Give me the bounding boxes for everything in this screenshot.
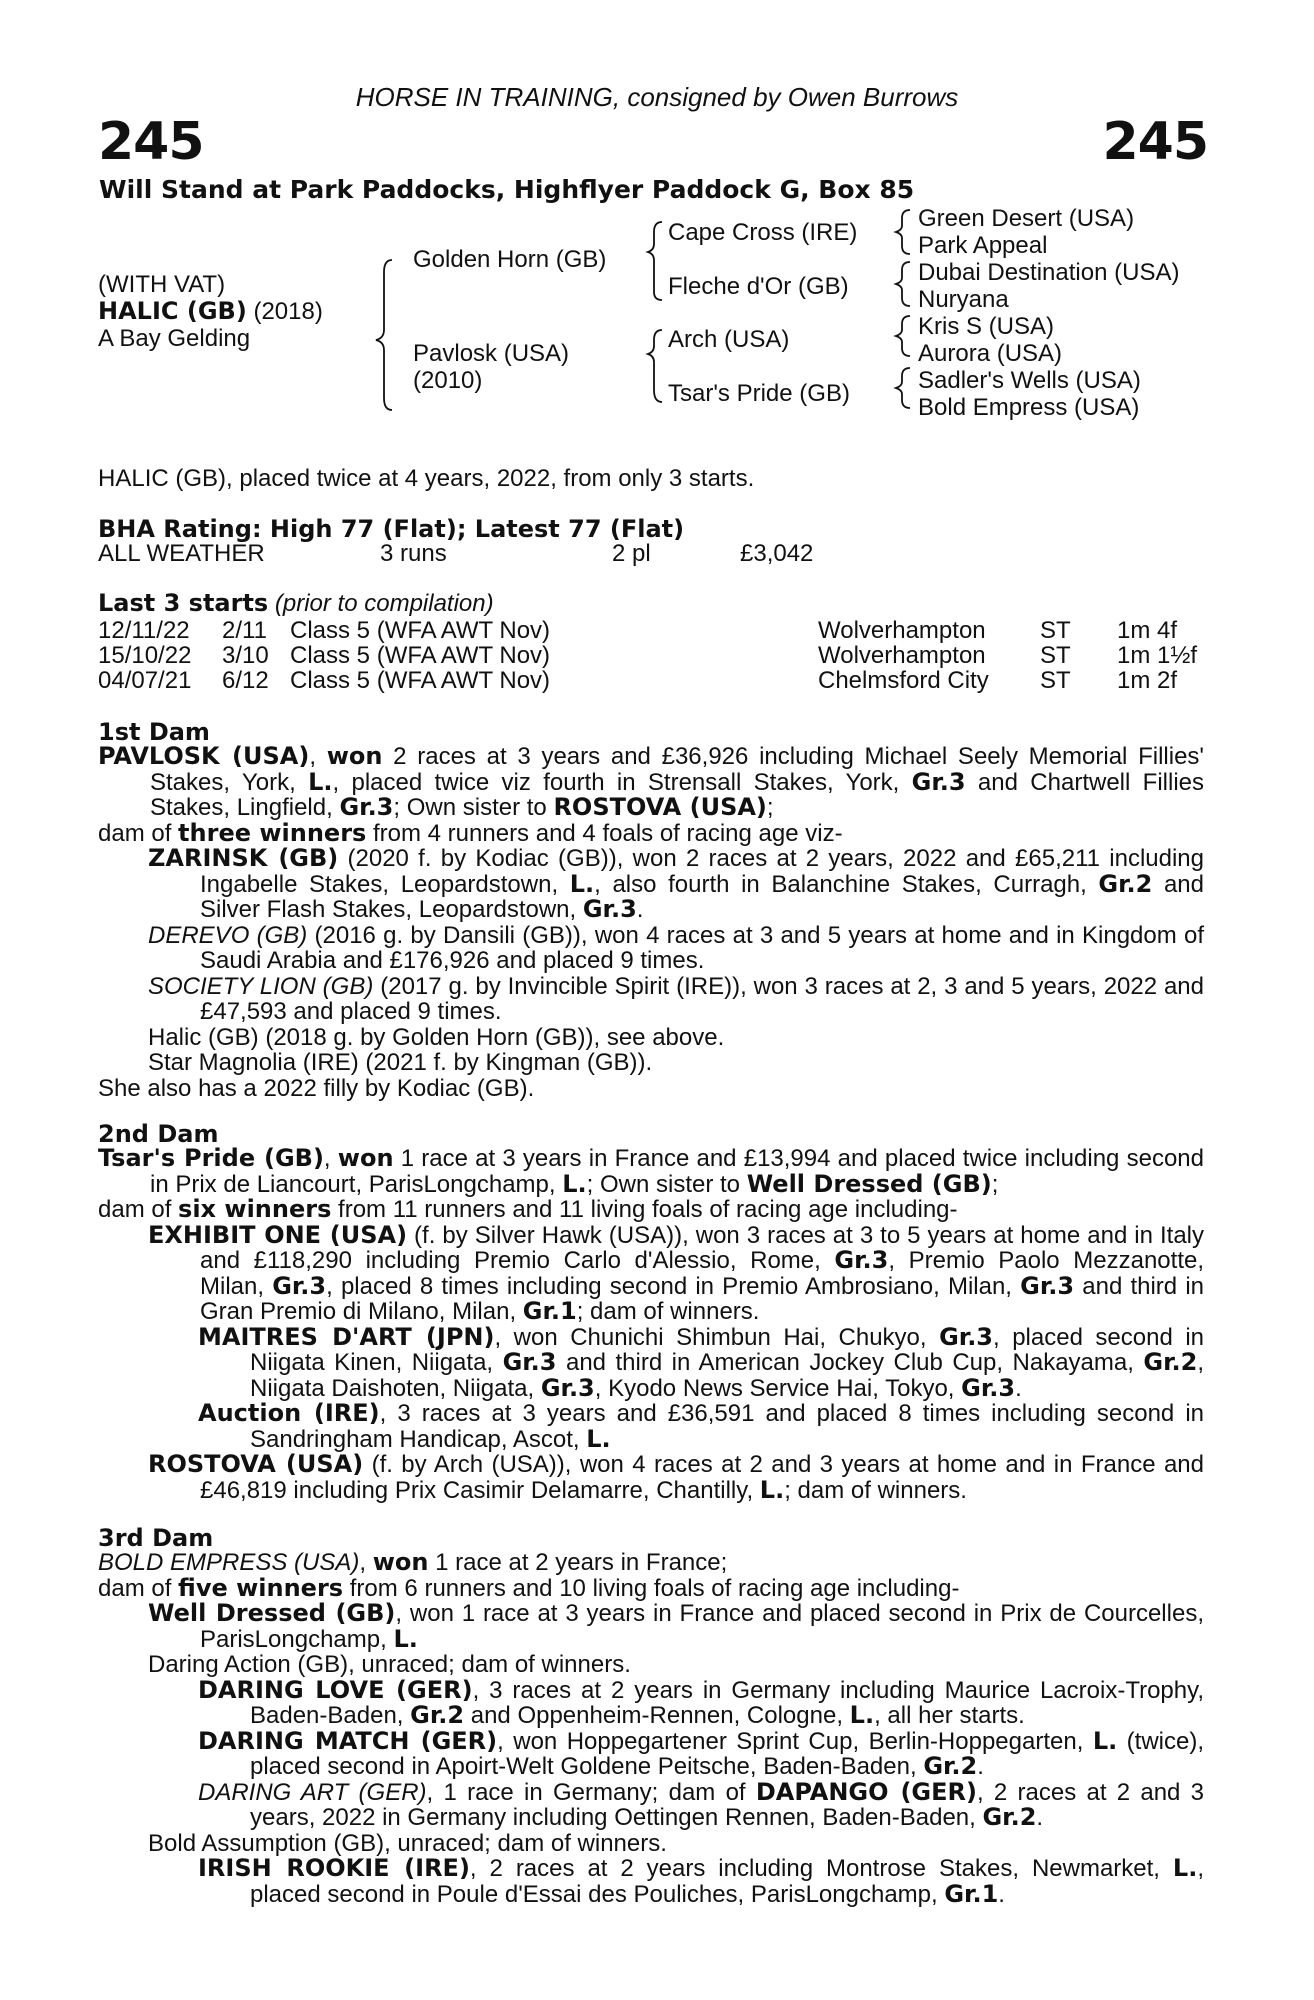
start-position: 2/11 [222,617,267,644]
summary-line: HALIC (GB), placed twice at 4 years, 2022, from only 3 starts. [98,465,755,492]
rating-runs: 3 runs [380,540,447,567]
start-class: Class 5 (WFA AWT Nov) [290,617,551,644]
horse-name: HALIC (GB) [98,297,247,325]
ancestor-8: Bold Empress (USA) [918,394,1140,421]
sire: Golden Horn (GB) [413,246,607,273]
page-header: HORSE IN TRAINING, consigned by Owen Burrows [355,82,959,112]
horse-description: A Bay Gelding [98,325,251,352]
start-distance: 1m 4f [1117,617,1178,644]
horse-year: (2018) [253,298,323,325]
rating-earnings: £3,042 [740,540,814,567]
start-position: 3/10 [222,642,269,669]
rating-title: BHA Rating: High 77 (Flat); Latest 77 (Flat) [98,515,685,543]
start-course: Wolverhampton [818,617,986,644]
sire-dam: Fleche d'Or (GB) [668,273,849,300]
last-starts-heading [98,591,494,617]
ancestor-7: Sadler's Wells (USA) [918,367,1141,394]
ancestor-2: Park Appeal [918,232,1048,259]
start-date: 12/11/22 [98,617,190,644]
start-date: 15/10/22 [98,642,192,669]
ancestor-5: Kris S (USA) [918,313,1055,340]
dam-sire: Arch (USA) [668,326,790,353]
start-going: ST [1040,642,1071,669]
dam-dam: Tsar's Pride (GB) [668,380,850,407]
start-course: Chelmsford City [818,667,989,694]
sire-sire: Cape Cross (IRE) [668,219,858,246]
last-starts-title: Last 3 starts [98,589,269,617]
dam-year: (2010) [413,367,483,394]
rating-placed: 2 pl [612,540,651,567]
start-date: 04/07/21 [98,667,192,694]
ancestor-6: Aurora (USA) [918,340,1063,367]
first-dam-text: PAVLOSK (USA), won 2 races at 3 years and £36,926 including Michael Seely Memorial Fillies' Stakes, York, L., placed twice viz fourth in Strensall Stakes, York, Gr.3 and Chartwell Fillies Stakes, Lingfield, Gr.3; Own sister to ROSTOVA (USA); dam of three winners from 4 runners and 4 foals of racing age viz- ZARINSK (GB) (2020 f. by Kodiac (GB)), won 2 races at 2 years, 2022 and £65,211 including Ingabelle Stakes, Leopardstown, L., also fourth in Balanchine Stakes, Curragh, Gr.2 and Silver Flash Stakes, Leopardstown, Gr.3. DEREVO (GB) (2016 g. by Dansili (GB)), won 4 races at 3 and 5 years at home and in Kingdom of Saudi Arabia and £176,926 and placed 9 times. SOCIETY LION (GB) (2017 g. by Invincible Spirit (IRE)), won 3 races at 2, 3 and 5 years, 2022 and £47,593 and placed 9 times. Halic (GB) (2018 g. by Golden Horn (GB)), see above. Star Magnolia (IRE) (2021 f. by Kingman (GB)). She also has a 2022 filly by Kodiac (GB). [98,742,1205,1102]
third-dam-text: BOLD EMPRESS (USA), won 1 race at 2 years in France; dam of five winners from 6 runners and 10 living foals of racing age including- Well Dressed (GB), won 1 race at 3 years in France and placed second in Prix de Courcelles, ParisLongchamp, L. Daring Action (GB), unraced; dam of winners. DARING LOVE (GER), 3 races at 2 years in Germany including Maurice Lacroix-Trophy, Baden-Baden, Gr.2 and Oppenheim-Rennen, Cologne, L., all her starts. DARING MATCH (GER), won Hoppegartener Sprint Cup, Berlin-Hoppegarten, L. (twice), placed second in Apoirt-Welt Goldene Peitsche, Baden-Baden, Gr.2. DARING ART (GER), 1 race in Germany; dam of DAPANGO (GER), 2 races at 2 and 3 years, 2022 in Germany including Oettingen Rennen, Baden-Baden, Gr.2. Bold Assumption (GB), unraced; dam of winners. IRISH ROOKIE (IRE), 2 races at 2 years including Montrose Stakes, Newmarket, L., placed second in Poule d'Essai des Pouliches, ParisLongchamp, Gr.1. [98,1548,1205,1908]
ancestor-3: Dubai Destination (USA) [918,259,1180,286]
second-dam-text: Tsar's Pride (GB), won 1 race at 3 years in France and £13,994 and placed twice including second in Prix de Liancourt, ParisLongchamp, L.; Own sister to Well Dressed (GB); dam of six winners from 11 runners and 11 living foals of racing age including- EXHIBIT ONE (USA) (f. by Silver Hawk (USA)), won 3 races at 3 to 5 years at home and in Italy and £118,290 including Premio Carlo d'Alessio, Rome, Gr.3, Premio Paolo Mezzanotte, Milan, Gr.3, placed 8 times including second in Premio Ambrosiano, Milan, Gr.3 and third in Gran Premio di Milano, Milan, Gr.1; dam of winners. MAITRES D'ART (JPN), won Chunichi Shimbun Hai, Chukyo, Gr.3, placed second in Niigata Kinen, Niigata, Gr.3 and third in American Jockey Club Cup, Nakayama, Gr.2, Niigata Daishoten, Niigata, Gr.3, Kyodo News Service Hai, Tokyo, Gr.3. Auction (IRE), 3 races at 3 years and £36,591 and placed 8 times including second in Sandringham Handicap, Ascot, L. ROSTOVA (USA) (f. by Arch (USA)), won 4 races at 2 and 3 years at home and in France and £46,819 including Prix Casimir Delamarre, Chantilly, L.; dam of winners. [98,1144,1205,1504]
start-course: Wolverhampton [818,642,986,669]
start-going: ST [1040,667,1071,694]
start-class: Class 5 (WFA AWT Nov) [290,642,551,669]
last-starts-note: (prior to compilation) [274,590,494,617]
third-dam-title: 3rd Dam [98,1524,214,1552]
second-dam-title: 2nd Dam [98,1120,219,1148]
ancestor-4: Nuryana [918,286,1009,313]
vat-note: (WITH VAT) [98,271,226,298]
start-going: ST [1040,617,1071,644]
rating-surface: ALL WEATHER [98,540,265,567]
start-class: Class 5 (WFA AWT Nov) [290,667,551,694]
lot-number-right: 245 [1102,112,1208,172]
start-position: 6/12 [222,667,269,694]
stand-location: Will Stand at Park Paddocks, Highflyer Paddock G, Box 85 [99,175,915,204]
ancestor-1: Green Desert (USA) [918,205,1135,232]
start-distance: 1m 2f [1117,667,1178,694]
start-distance: 1m 1½f [1117,642,1198,669]
lot-number-left: 245 [98,112,204,172]
dam: Pavlosk (USA) [413,340,570,367]
first-dam-title: 1st Dam [98,718,210,746]
